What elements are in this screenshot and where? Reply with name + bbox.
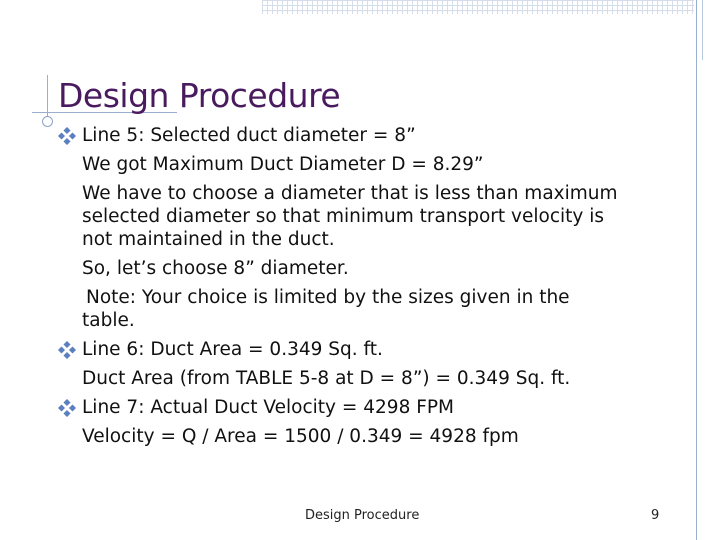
bullet-heading: Line 7: Actual Duct Velocity = 4298 FPM <box>82 397 454 418</box>
bullet-detail-line: Velocity = Q / Area = 1500 / 0.349 = 4928 fpm <box>82 426 519 447</box>
bullet-line-5 <box>58 124 698 147</box>
bullet-line-6 <box>58 338 698 361</box>
bullet-detail-line: Duct Area (from TABLE 5-8 at D = 8”) = 0.349 Sq. ft. <box>82 368 571 389</box>
bullet-line-7 <box>58 396 698 419</box>
footer-title: Design Procedure <box>305 508 420 523</box>
bullet-detail-line: We got Maximum Duct Diameter D = 8.29” <box>82 154 484 175</box>
bullet-detail-line: So, let’s choose 8” diameter. <box>82 258 349 279</box>
title-side-line <box>47 75 48 122</box>
slide-body <box>58 124 698 448</box>
diamond-bullet-icon <box>58 341 76 359</box>
header-grid-pattern <box>262 0 694 14</box>
diamond-bullet-icon <box>58 127 76 145</box>
right-border-accent-line <box>702 0 703 60</box>
slide-title: Design Procedure <box>58 76 341 115</box>
bullet-detail-line: not maintained in the duct. <box>82 229 335 250</box>
corner-circle-ornament <box>42 116 53 127</box>
bullet-detail-line: selected diameter so that minimum transport velocity is <box>82 206 605 227</box>
bullet-detail-line: table. <box>82 310 135 331</box>
bullet-heading: Line 5: Selected duct diameter = 8” <box>82 125 416 146</box>
diamond-bullet-icon <box>58 399 76 417</box>
page-number: 9 <box>651 508 660 523</box>
bullet-detail-line: We have to choose a diameter that is less than maximum <box>82 183 618 204</box>
bullet-heading: Line 6: Duct Area = 0.349 Sq. ft. <box>82 339 383 360</box>
bullet-detail-line: Note: Your choice is limited by the sizes given in the <box>86 287 570 308</box>
